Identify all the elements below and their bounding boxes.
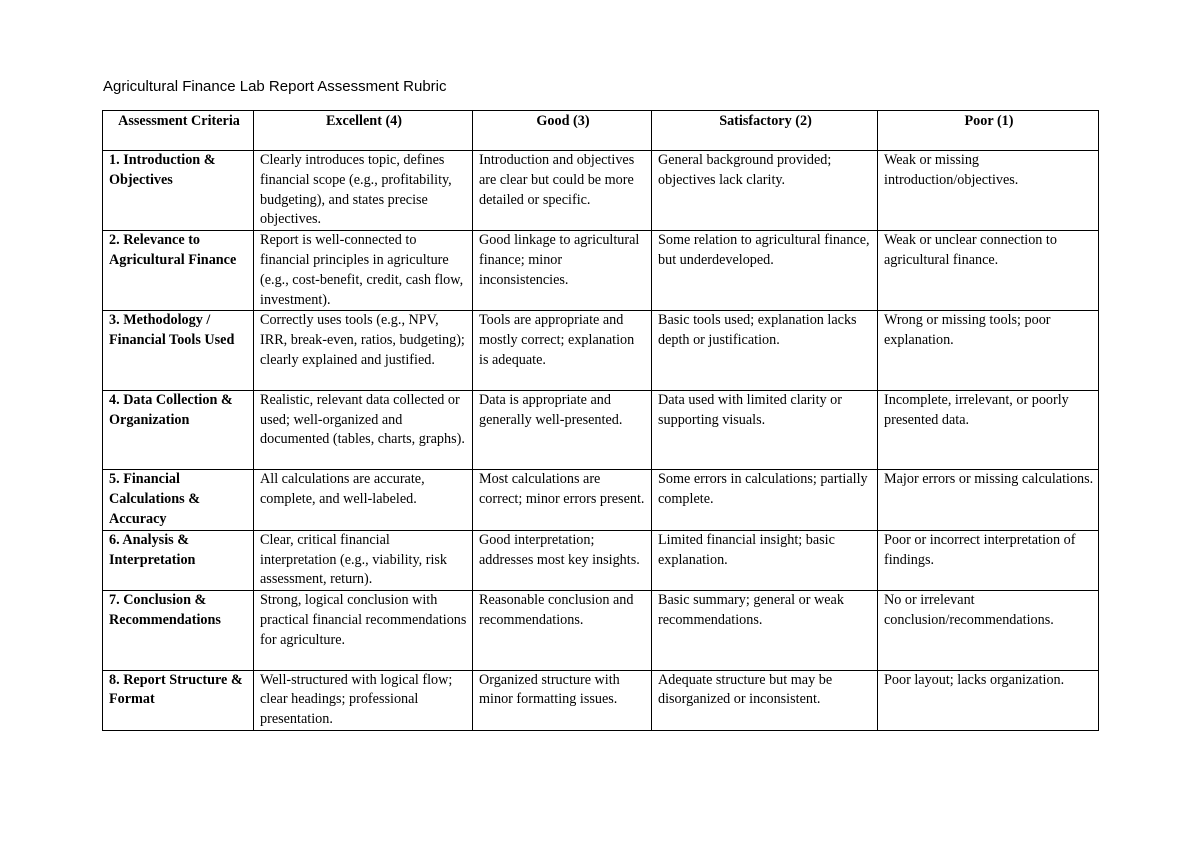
satisfactory-cell: General background provided; objectives lack clarity. (652, 151, 878, 231)
table-row (103, 231, 1099, 311)
table-row (103, 530, 1099, 590)
header-excellent: Excellent (4) (254, 111, 473, 151)
excellent-cell: Well-structured with logical flow; clear headings; professional presentation. (254, 670, 473, 730)
poor-cell: Incomplete, irrelevant, or poorly presented data. (878, 390, 1099, 470)
criteria-cell: 1. Introduction & Objectives (103, 151, 254, 231)
criteria-cell: 8. Report Structure & Format (103, 670, 254, 730)
poor-cell: Weak or unclear connection to agricultural finance. (878, 231, 1099, 311)
satisfactory-cell: Limited financial insight; basic explanation. (652, 530, 878, 590)
good-cell: Good interpretation; addresses most key insights. (473, 530, 652, 590)
good-cell: Tools are appropriate and mostly correct; explanation is adequate. (473, 311, 652, 391)
excellent-cell: Realistic, relevant data collected or used; well-organized and documented (tables, charts, graphs). (254, 390, 473, 470)
poor-cell: Poor or incorrect interpretation of findings. (878, 530, 1099, 590)
table-row (103, 151, 1099, 231)
satisfactory-cell: Data used with limited clarity or supporting visuals. (652, 390, 878, 470)
table-row (103, 311, 1099, 391)
excellent-cell: Clearly introduces topic, defines financial scope (e.g., profitability, budgeting), and states precise objectives. (254, 151, 473, 231)
criteria-cell: 2. Relevance to Agricultural Finance (103, 231, 254, 311)
criteria-cell: 5. Financial Calculations & Accuracy (103, 470, 254, 530)
good-cell: Data is appropriate and generally well-presented. (473, 390, 652, 470)
excellent-cell: Strong, logical conclusion with practical financial recommendations for agriculture. (254, 591, 473, 671)
poor-cell: Wrong or missing tools; poor explanation. (878, 311, 1099, 391)
poor-cell: Weak or missing introduction/objectives. (878, 151, 1099, 231)
poor-cell: Major errors or missing calculations. (878, 470, 1099, 530)
excellent-cell: Clear, critical financial interpretation (e.g., viability, risk assessment, return). (254, 530, 473, 590)
criteria-cell: 3. Methodology / Financial Tools Used (103, 311, 254, 391)
criteria-cell: 7. Conclusion & Recommendations (103, 591, 254, 671)
satisfactory-cell: Basic summary; general or weak recommendations. (652, 591, 878, 671)
satisfactory-cell: Some errors in calculations; partially complete. (652, 470, 878, 530)
good-cell: Organized structure with minor formatting issues. (473, 670, 652, 730)
excellent-cell: All calculations are accurate, complete, and well-labeled. (254, 470, 473, 530)
header-row (103, 111, 1099, 151)
good-cell: Most calculations are correct; minor errors present. (473, 470, 652, 530)
good-cell: Introduction and objectives are clear but could be more detailed or specific. (473, 151, 652, 231)
excellent-cell: Report is well-connected to financial principles in agriculture (e.g., cost-benefit, credit, cash flow, investment). (254, 231, 473, 311)
rubric-table (102, 110, 1099, 731)
poor-cell: No or irrelevant conclusion/recommendations. (878, 591, 1099, 671)
table-row (103, 390, 1099, 470)
header-satisfactory: Satisfactory (2) (652, 111, 878, 151)
header-good: Good (3) (473, 111, 652, 151)
satisfactory-cell: Basic tools used; explanation lacks depth or justification. (652, 311, 878, 391)
satisfactory-cell: Some relation to agricultural finance, but underdeveloped. (652, 231, 878, 311)
table-row (103, 670, 1099, 730)
excellent-cell: Correctly uses tools (e.g., NPV, IRR, break-even, ratios, budgeting); clearly explained and justified. (254, 311, 473, 391)
satisfactory-cell: Adequate structure but may be disorganized or inconsistent. (652, 670, 878, 730)
header-criteria: Assessment Criteria (103, 111, 254, 151)
table-row (103, 470, 1099, 530)
page-title: Agricultural Finance Lab Report Assessment Rubric (103, 78, 447, 95)
criteria-cell: 4. Data Collection & Organization (103, 390, 254, 470)
good-cell: Good linkage to agricultural finance; minor inconsistencies. (473, 231, 652, 311)
poor-cell: Poor layout; lacks organization. (878, 670, 1099, 730)
table-row (103, 591, 1099, 671)
header-poor: Poor (1) (878, 111, 1099, 151)
good-cell: Reasonable conclusion and recommendations. (473, 591, 652, 671)
criteria-cell: 6. Analysis & Interpretation (103, 530, 254, 590)
